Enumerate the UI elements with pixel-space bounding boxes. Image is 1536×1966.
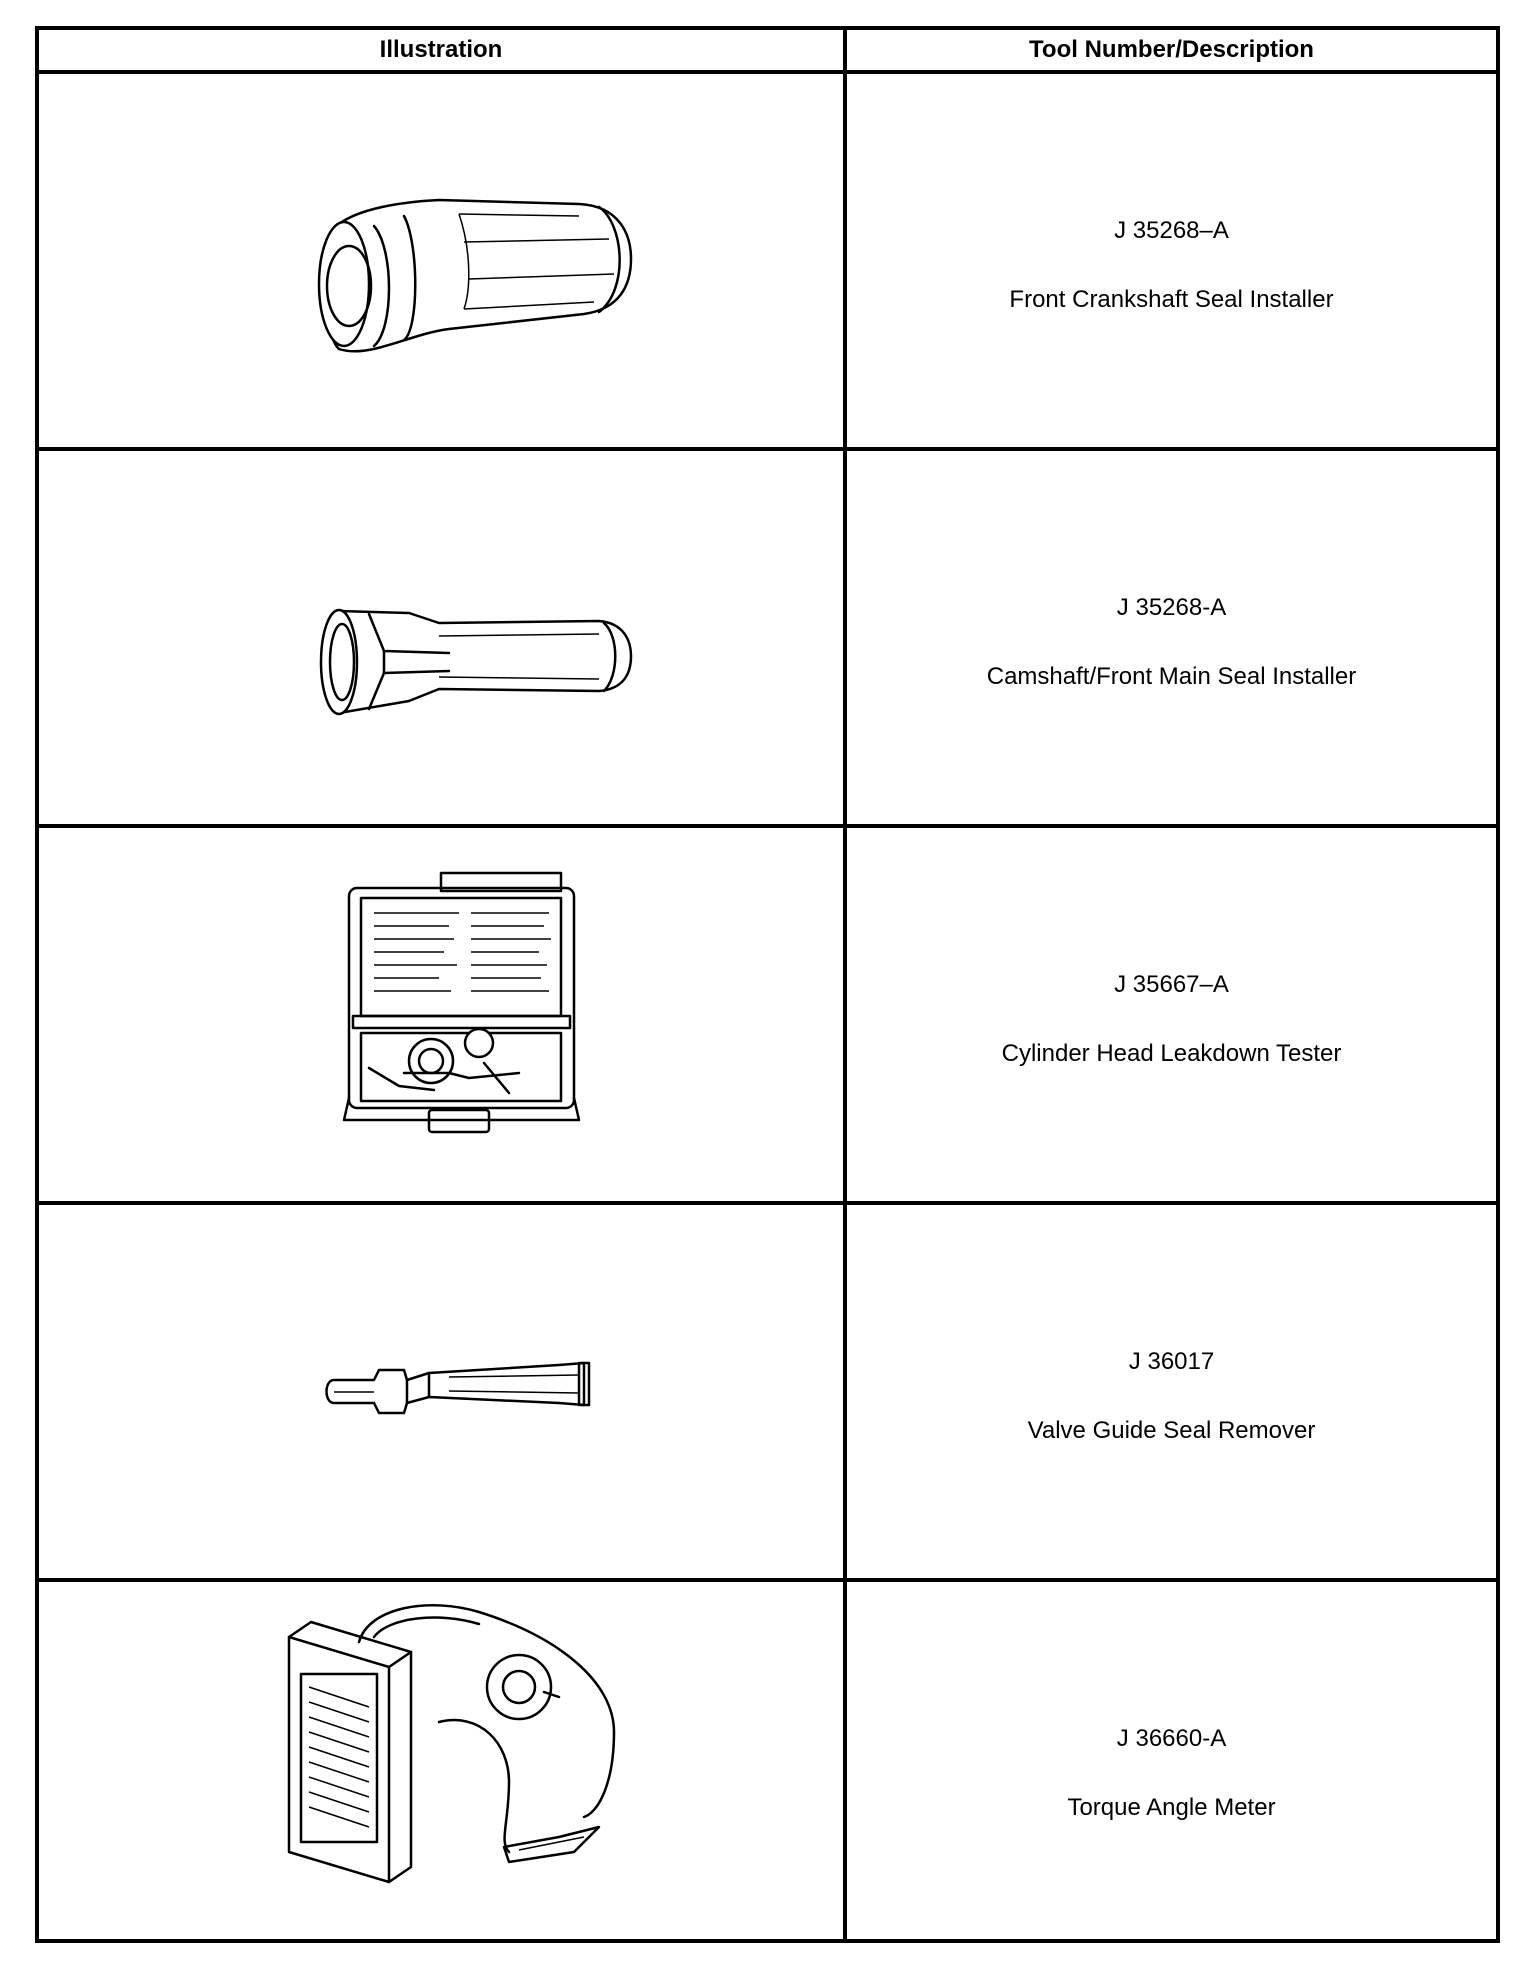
valve-guide-seal-remover-icon xyxy=(39,1205,843,1578)
tool-number: J 36660-A xyxy=(1116,1725,1227,1752)
camshaft-seal-installer-illustration xyxy=(39,451,843,824)
tool-number: J 35667–A xyxy=(1114,971,1229,998)
tool-number: J 35268-A xyxy=(1116,594,1227,621)
front-crankshaft-seal-installer-icon xyxy=(39,74,843,447)
table-row xyxy=(39,451,1496,824)
table-row xyxy=(39,74,1496,447)
tool-description: Front Crankshaft Seal Installer xyxy=(1009,286,1334,313)
special-tools-table xyxy=(35,26,1500,1943)
leakdown-tester-case-illustration xyxy=(39,828,843,1201)
tool-description: Camshaft/Front Main Seal Installer xyxy=(986,663,1357,690)
torque-angle-meter-icon xyxy=(39,1582,843,1943)
torque-angle-meter-illustration xyxy=(39,1582,843,1943)
camshaft-seal-installer-icon xyxy=(39,451,843,824)
valve-guide-seal-remover-illustration xyxy=(39,1205,843,1578)
tool-description: Cylinder Head Leakdown Tester xyxy=(1001,1040,1342,1067)
table-row xyxy=(39,1205,1496,1578)
header-illustration: Illustration xyxy=(379,36,503,63)
tool-description: Torque Angle Meter xyxy=(1067,1794,1276,1821)
table-row xyxy=(39,1582,1496,1943)
tool-number: J 36017 xyxy=(1128,1348,1215,1375)
tool-description: Valve Guide Seal Remover xyxy=(1027,1417,1316,1444)
front-crankshaft-seal-installer-illustration xyxy=(39,74,843,447)
header-tool-description: Tool Number/Description xyxy=(1029,36,1314,63)
tool-number: J 35268–A xyxy=(1114,217,1229,244)
leakdown-tester-case-icon xyxy=(39,828,843,1201)
table-row xyxy=(39,828,1496,1201)
